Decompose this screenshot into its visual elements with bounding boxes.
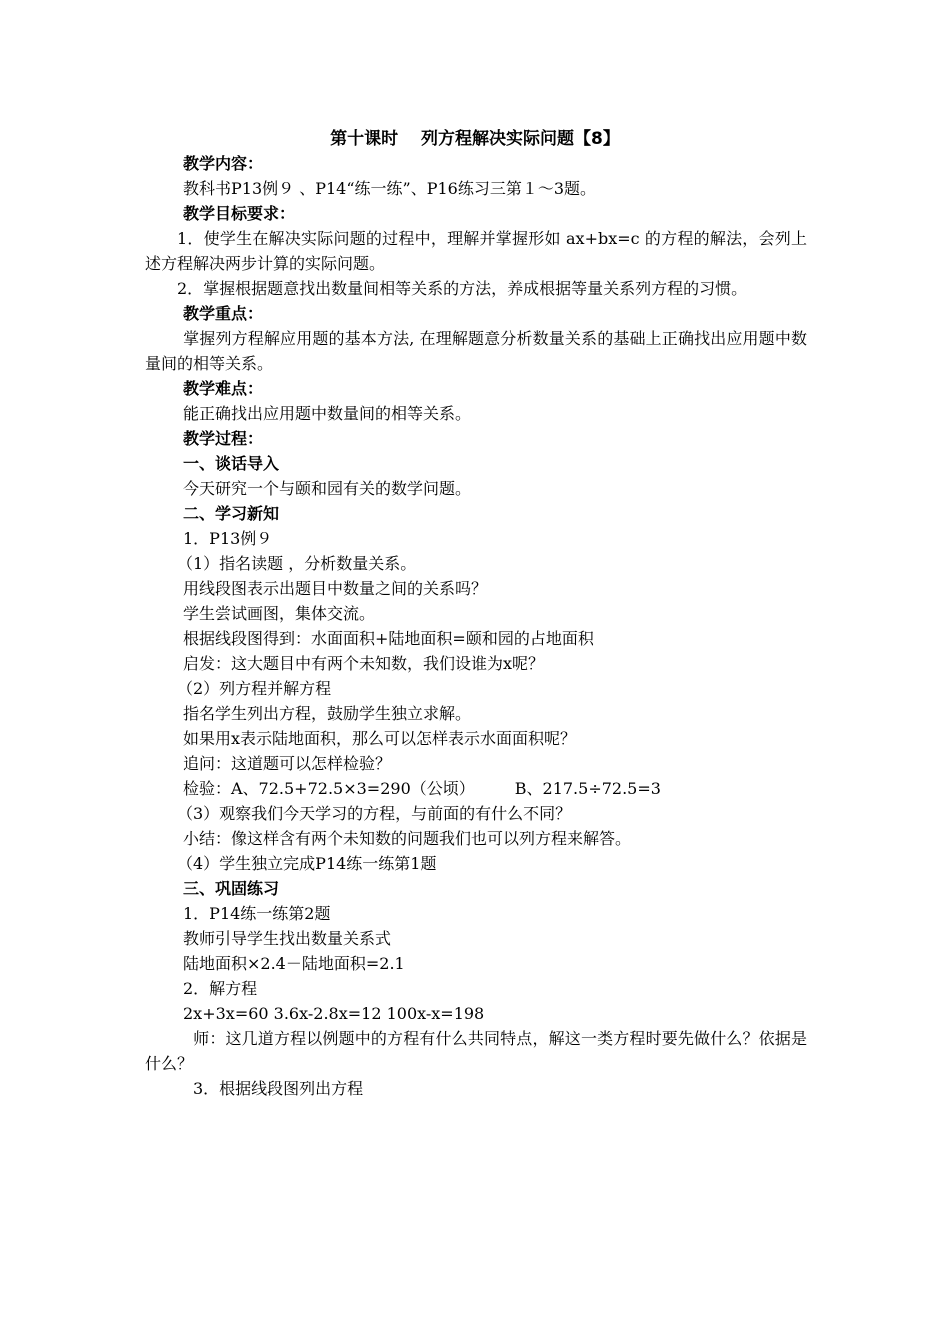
heading-teaching-process: 教学过程：	[183, 429, 264, 448]
step-1-read: （1）指名读题 ，分析数量关系。	[177, 554, 417, 573]
paragraph-equations: 2x+3x=60 3.6x-2.8x=12 100x-x=198	[183, 1004, 485, 1023]
step-4-practice: （4）学生独立完成P14练一练第1题	[177, 854, 437, 873]
paragraph-check	[145, 776, 807, 801]
paragraph-goal-1	[145, 226, 807, 276]
paragraph-line-diagram-question: 用线段图表示出题目中数量之间的关系吗？	[183, 579, 488, 598]
paragraph-key-points	[145, 326, 807, 376]
paragraph-relation-formula: 陆地面积×2.4－陆地面积=2.1	[183, 954, 405, 973]
section-heading-intro: 一、谈话导入	[183, 454, 280, 473]
item-example-9: 1．P13例９	[183, 529, 273, 548]
paragraph-textbook-scope: 教科书P13例９ 、P14“练一练”、P16练习三第１～3题。	[183, 179, 597, 198]
step-2-equation: （2）列方程并解方程	[177, 679, 332, 698]
paragraph-intro: 今天研究一个与颐和园有关的数学问题。	[183, 479, 472, 498]
paragraph-teacher-question	[145, 1026, 807, 1076]
item-practice-2: 1．P14练一练第2题	[183, 904, 331, 923]
goal-2-text: 2．掌握根据题意找出数量间相等关系的方法，养成根据等量关系列方程的习惯。	[177, 279, 748, 298]
item-solve-equations: 2．解方程	[183, 979, 258, 998]
paragraph-student-drawing: 学生尝试画图，集体交流。	[183, 604, 376, 623]
item-line-diagram-equation: 3．根据线段图列出方程	[193, 1079, 364, 1098]
paragraph-summary: 小结：像这样含有两个未知数的问题我们也可以列方程来解答。	[183, 829, 632, 848]
document-body	[145, 151, 807, 1101]
paragraph-goal-2	[145, 276, 807, 301]
step-3-observe: （3）观察我们今天学习的方程，与前面的有什么不同？	[177, 804, 572, 823]
check-b: B、217.5÷72.5=3	[514, 779, 661, 798]
paragraph-follow-up: 追问：这道题可以怎样检验？	[183, 754, 392, 773]
paragraph-relation: 根据线段图得到：水面面积+陆地面积=颐和园的占地面积	[183, 629, 594, 648]
paragraph-difficulties: 能正确找出应用题中数量间的相等关系。	[183, 404, 472, 423]
heading-difficulties: 教学难点：	[183, 379, 264, 398]
heading-teaching-content: 教学内容：	[183, 154, 264, 173]
paragraph-student-solve: 指名学生列出方程，鼓励学生独立求解。	[183, 704, 472, 723]
section-heading-new-knowledge: 二、学习新知	[183, 504, 280, 523]
key-points-text: 掌握列方程解应用题的基本方法, 在理解题意分析数量关系的基础上正确找出应用题中数量间的相等关系。	[145, 329, 807, 373]
lesson-title: 第十课时 列方程解决实际问题【8】	[330, 129, 620, 149]
heading-key-points: 教学重点：	[183, 304, 264, 323]
heading-teaching-goals: 教学目标要求：	[183, 204, 296, 223]
check-a: 检验：A、72.5+72.5×3=290（公顷）	[183, 779, 475, 798]
teacher-question-text: 师：这几道方程以例题中的方程有什么共同特点，解这一类方程时要先做什么？依据是什么？	[145, 1029, 807, 1073]
section-heading-consolidation: 三、巩固练习	[183, 879, 280, 898]
paragraph-teacher-guide: 教师引导学生找出数量关系式	[183, 929, 392, 948]
paragraph-represent-x: 如果用x表示陆地面积，那么可以怎样表示水面面积呢？	[183, 729, 577, 748]
paragraph-inspire: 启发：这大题目中有两个未知数，我们设谁为x呢？	[183, 654, 545, 673]
goal-1-text: 1．使学生在解决实际问题的过程中，理解并掌握形如 ax+bx=c 的方程的解法，会列上述方程解决两步计算的实际问题。	[145, 229, 807, 273]
